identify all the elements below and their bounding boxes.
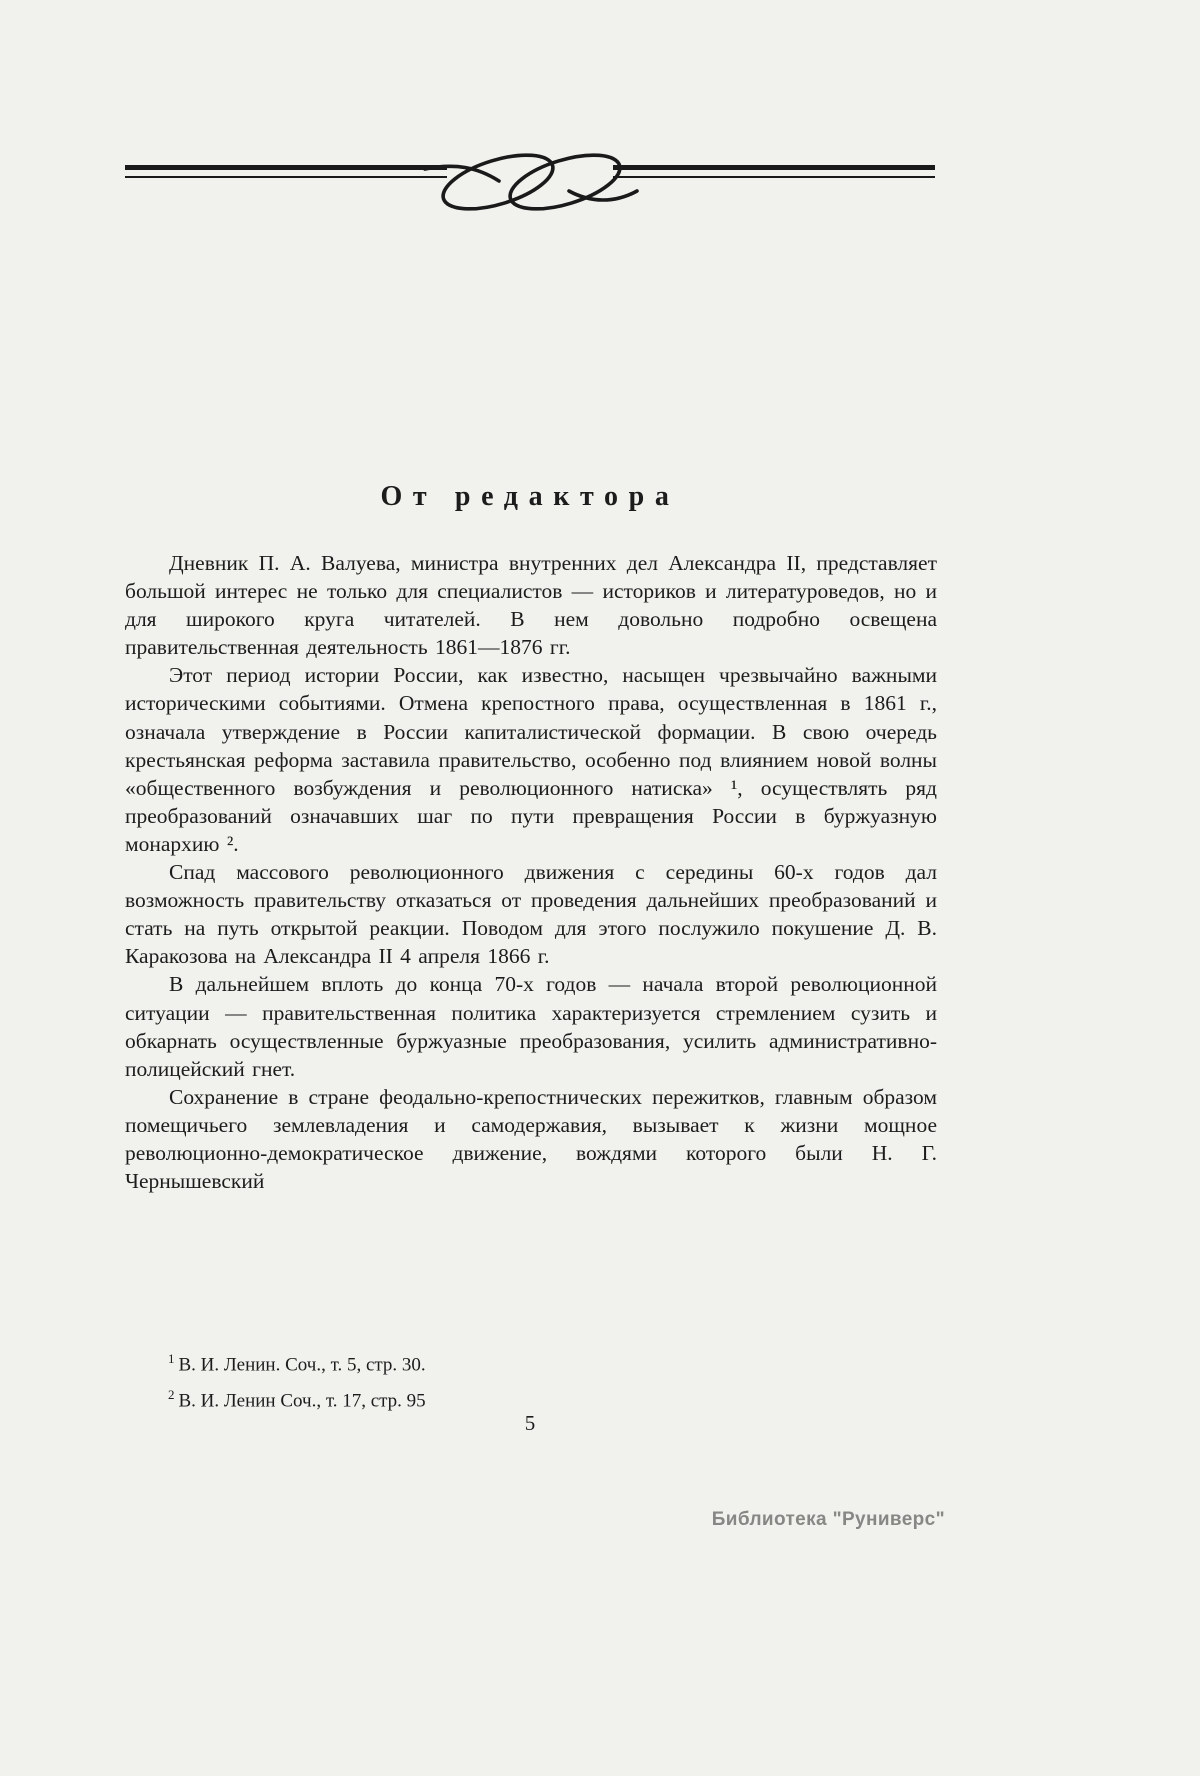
footnote-text: В. И. Ленин. Соч., т. 5, стр. 30.: [178, 1354, 426, 1376]
paragraph: Этот период истории России, как известно, насыщен чрезвычайно важными историческими событиями. Отмена крепостного права, осуществленная в 1861 г., означала утверждение в России капиталистической формации. В свою очередь крестьянская реформа заставила правительство, особенно под влиянием новой волны «общественного возбуждения и революционного натиска» ¹, осуществлять ряд преобразований означавших шаг по пути превращения России в буржуазную монархию ².: [125, 663, 937, 856]
watermark: Библиотека "Руниверс": [711, 1509, 945, 1530]
footnote: [168, 1344, 788, 1380]
paragraph: Дневник П. А. Валуева, министра внутренних дел Александра II, представляет большой интерес не только для специалистов — историков и литературоведов, но и для широкого круга читателей. В нем довольно подробно освещена правительственная деятельность 1861—1876 гг.: [125, 551, 937, 660]
page-number: 5: [524, 1411, 536, 1435]
paragraph: В дальнейшем вплоть до конца 70-х годов — начала второй революционной ситуации — правительственная политика характеризуется стремлением сузить и обкарнать осуществленные буржуазные преобразования, усилить административно-полицейский гнет.: [125, 972, 937, 1081]
body-text: [125, 549, 937, 1195]
header-ornament: [125, 145, 935, 215]
footnote-marker: 2: [168, 1387, 175, 1403]
footnote-text: В. И. Ленин Соч., т. 17, стр. 95: [178, 1390, 426, 1412]
paragraph: Спад массового революционного движения с середины 60-х годов дал возможность правительству отказаться от проведения дальнейших преобразований и стать на путь открытой реакции. Поводом для этого послужило покушение Д. В. Каракозова на Александра II 4 апреля 1866 г.: [125, 860, 937, 969]
footnotes: [168, 1344, 788, 1417]
page-title: От редактора: [380, 481, 680, 512]
paragraph: Сохранение в стране феодально-крепостнических пережитков, главным образом помещичьего землевладения и самодержавия, вызывает к жизни мощное революционно-демократическое движение, вождями которого были Н. Г. Чернышевский: [125, 1084, 937, 1194]
footnote-marker: 1: [168, 1351, 175, 1366]
